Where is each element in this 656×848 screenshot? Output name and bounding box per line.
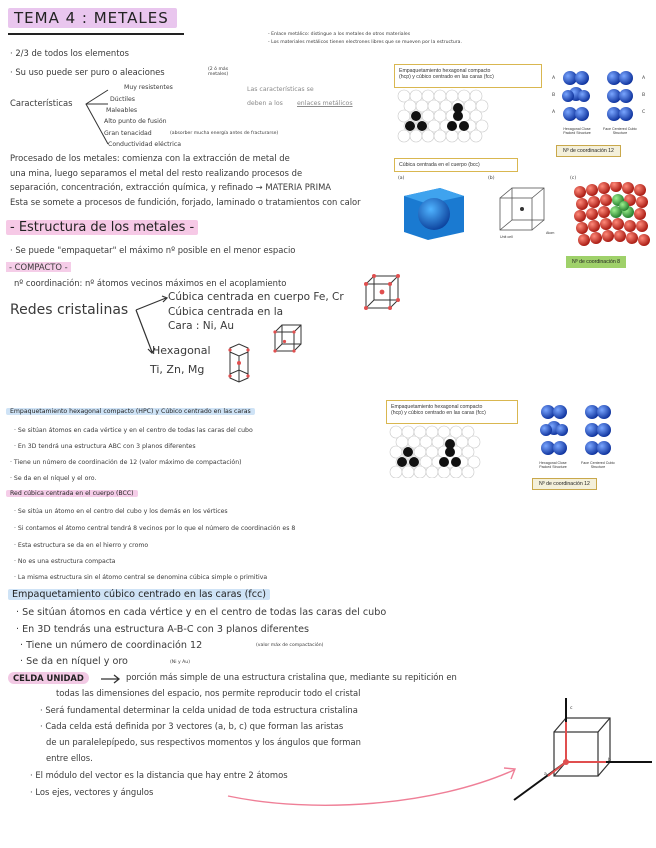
- bcc-red-lattice: [574, 182, 654, 254]
- celda-unidad-label: CELDA UNIDAD: [8, 672, 89, 684]
- fcc-note: (Ni y Au): [170, 660, 190, 665]
- figure-title-line: Cúbica centrada en el cuerpo (bcc): [399, 162, 480, 168]
- layer-letter: A: [642, 76, 646, 81]
- curved-arrow-icon: [224, 762, 524, 812]
- layer-letter: B: [552, 93, 556, 98]
- fcc-cube-sketch: [272, 322, 304, 354]
- compacto-label: - COMPACTO -: [6, 262, 71, 272]
- procesado-line: Esta se somete a procesos de fundición, forjado, laminado o tratamientos con calor: [10, 197, 361, 207]
- estructura-heading: - Estructura de los metales -: [6, 220, 198, 235]
- layer-letter: C: [642, 110, 646, 115]
- cubica-cara: Cúbica centrada en la: [168, 306, 284, 318]
- procesado-line: Procesado de los metales: comienza con la extracción de metal de: [10, 153, 290, 163]
- coord8-badge: Nº de coordinación 8: [566, 256, 626, 268]
- axis-c-label: c: [570, 706, 573, 711]
- fcc-line: · En 3D tendrás una estructura A-B-C con 3 planos diferentes: [16, 624, 310, 635]
- note-aleaciones: (2 ó más metales): [208, 67, 229, 77]
- celda-sub: · El módulo del vector es la distancia que hay entre 2 átomos: [30, 770, 288, 780]
- arrow-right-icon: [100, 674, 122, 684]
- caption-fcc: Face Centered Cubic Structure: [603, 127, 637, 135]
- bcc-solid-model: [398, 182, 472, 242]
- figure-title-box: [394, 64, 542, 88]
- unit-cell-axes-diagram: [506, 696, 656, 806]
- figure-title-line: Empaquetamiento hexagonal compacto: [391, 404, 483, 410]
- celda-sub: · Será fundamental determinar la celda unidad de toda estructura cristalina: [40, 705, 358, 715]
- redes-label: Redes cristalinas: [10, 302, 129, 318]
- caption-fcc-2: Face Centered Cubic Structure: [581, 461, 615, 469]
- figure-title-box: [386, 400, 518, 424]
- layer-letter: A: [552, 110, 556, 115]
- axis-b-label: b: [608, 758, 611, 763]
- axis-a-label: a: [544, 772, 547, 777]
- celda-def: todas las dimensiones del espacio, nos permite reproducir todo el cristal: [56, 688, 361, 698]
- fig-label-a: (a): [398, 176, 405, 181]
- bullet-elementos: · 2/3 de todos los elementos: [10, 48, 129, 58]
- hexagonal-label: Hexagonal: [152, 344, 211, 357]
- cubica-cara-metales: Cara : Ni, Au: [168, 320, 235, 332]
- tenacidad-note: (absorber mucha energía antes de fracturarse): [170, 131, 279, 136]
- side-note-2: deben a los: [247, 100, 283, 107]
- unit-cell-label: Unit cell: [500, 235, 513, 239]
- hcp-line: · Se sitúan átomos en cada vértice y en el centro de todas las caras del cubo: [14, 427, 253, 434]
- procesado-line: separación, concentración, extracción química, y refinado → MATERIA PRIMA: [10, 182, 332, 192]
- bcc-line: · Si contamos el átomo central tendrá 8 vecinos por lo que el número de coordinación es 8: [14, 525, 296, 532]
- bcc-line: · Se sitúa un átomo en el centro del cubo y los demás en los vértices: [14, 508, 228, 515]
- coordinacion-def: nº coordinación: nº átomos vecinos máximos en el acoplamiento: [14, 278, 287, 288]
- caracteristicas-label: Características: [10, 98, 73, 108]
- hcp-heading: Empaquetamiento hexagonal compacto (HPC) y Cúbico centrado en las caras: [6, 408, 255, 415]
- celda-sub: entre ellos.: [46, 753, 93, 763]
- packing-layer-diagram: [396, 88, 492, 146]
- char-item: Muy resistentes: [124, 84, 173, 91]
- char-item: Alto punto de fusión: [104, 118, 167, 125]
- estructura-line: · Se puede "empaquetar" el máximo nº posible en el menor espacio: [10, 245, 296, 255]
- caption-hcp-2: Hexagonal Close Packed Structure: [539, 461, 567, 469]
- hcp-fcc-spheres: [560, 70, 640, 126]
- hcp-fcc-spheres-2: [536, 404, 620, 460]
- char-item: Dúctiles: [110, 96, 135, 103]
- celda-def: porción más simple de una estructura cristalina que, mediante su repitición en: [126, 672, 457, 682]
- figure-title-line: (hcp) y cúbico centrado en las caras (fcc): [399, 74, 494, 81]
- page-title: TEMA 4 : METALES: [8, 8, 177, 28]
- cubica-cuerpo: Cúbica centrada en cuerpo Fe, Cr: [168, 291, 344, 303]
- side-note-1: Las características se: [247, 86, 314, 93]
- bcc-line: · No es una estructura compacta: [14, 558, 116, 565]
- packing-layer-diagram-2: [388, 424, 484, 478]
- fcc-note: (valor máx de compactación): [256, 643, 324, 648]
- char-item: Maleables: [106, 107, 138, 114]
- coord12-badge: Nº de coordinación 12: [556, 145, 621, 157]
- layer-letter: B: [642, 93, 646, 98]
- celda-sub: · Cada celda está definida por 3 vectores (a, b, c) que forman las aristas: [40, 721, 344, 731]
- figure-title-line: (hcp) y cúbico centrado en las caras (fcc): [391, 410, 486, 417]
- hcp-line: · En 3D tendrá una estructura ABC con 3 planos diferentes: [14, 443, 196, 450]
- hexagonal-metales: Ti, Zn, Mg: [150, 363, 205, 376]
- celda-sub: · Los ejes, vectores y ángulos: [30, 787, 154, 797]
- hcp-line: · Se da en el níquel y el oro.: [10, 475, 97, 482]
- bcc-heading: Red cúbica centrada en el cuerpo (BCC): [6, 490, 138, 497]
- fig-label-c: (c): [570, 176, 577, 181]
- fcc-heading: Empaquetamiento cúbico centrado en las caras (fcc): [8, 589, 270, 600]
- hex-prism-sketch: [224, 342, 254, 386]
- bcc-cube-sketch: [362, 272, 402, 312]
- figure-title-line: Empaquetamiento hexagonal compacto: [399, 68, 491, 74]
- fcc-line: · Se sitúan átomos en cada vértice y en el centro de todas las caras del cubo: [16, 607, 387, 618]
- bullet-uso: · Su uso puede ser puro o aleaciones: [10, 67, 165, 77]
- hcp-line: · Tiene un número de coordinación de 12 (valor máximo de compactación): [10, 459, 242, 466]
- note-electrones: - Los materiales metálicos tienen electrones libres que se mueven por la estructura.: [268, 40, 462, 45]
- side-note-link: enlaces metálicos: [297, 100, 353, 107]
- char-item: Conductividad eléctrica: [108, 141, 182, 148]
- char-item: Gran tenacidad: [104, 130, 152, 137]
- bcc-line: · La misma estructura sin el átomo central se denomina cúbica simple o primitiva: [14, 574, 268, 581]
- celda-sub: de un paralelepípedo, sus respectivos momentos y los ángulos que forman: [46, 737, 361, 747]
- atom-label: Atom: [546, 231, 555, 235]
- fcc-line: · Se da en níquel y oro: [20, 656, 128, 667]
- caption-hcp: Hexagonal Close Packed Structure: [563, 127, 591, 135]
- layer-letter: A: [552, 76, 556, 81]
- fig-label-b: (b): [488, 176, 495, 181]
- note-enlace: - Enlace metálico: distingue a los metales de otros materiales: [268, 32, 411, 37]
- figure-title-box: [394, 158, 518, 172]
- procesado-line: una mina, luego separamos el metal del resto realizando procesos de: [10, 168, 303, 178]
- coord12-badge-2: Nº de coordinación 12: [532, 478, 597, 490]
- bcc-line: · Esta estructura se da en el hierro y cromo: [14, 542, 149, 549]
- fcc-line: · Tiene un número de coordinación 12: [20, 640, 203, 651]
- title-underline: [8, 33, 184, 35]
- brace-bracket: [80, 84, 110, 150]
